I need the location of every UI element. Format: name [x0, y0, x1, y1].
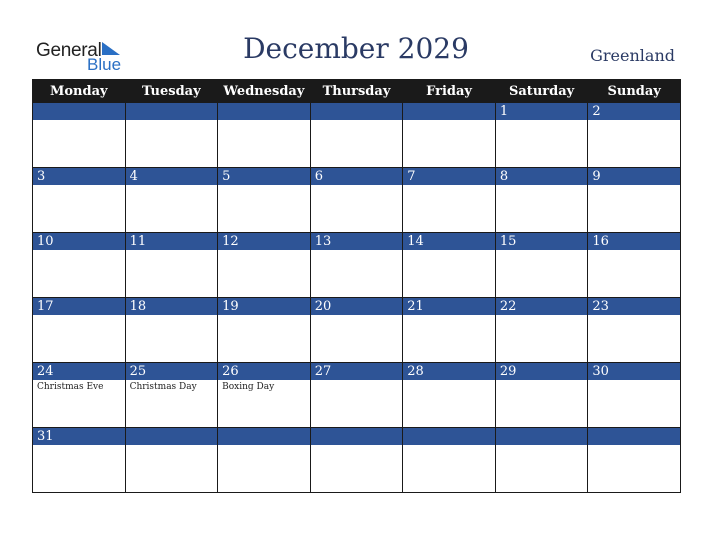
day-number: 20 — [311, 298, 403, 315]
calendar-grid — [32, 79, 681, 493]
day-number: 3 — [33, 168, 125, 185]
day-cell — [310, 233, 403, 298]
day-cell — [403, 233, 496, 298]
day-number: 11 — [126, 233, 218, 250]
day-number: 18 — [126, 298, 218, 315]
day-number: 16 — [588, 233, 680, 250]
day-cell — [495, 233, 588, 298]
day-cell — [33, 363, 126, 428]
empty-day-cell — [310, 428, 403, 493]
day-number: 14 — [403, 233, 495, 250]
day-cell — [403, 298, 496, 363]
day-cell — [310, 168, 403, 233]
week-row — [33, 428, 681, 493]
day-cell — [310, 363, 403, 428]
day-cell — [588, 168, 681, 233]
empty-day-cell — [403, 428, 496, 493]
week-row — [33, 103, 681, 168]
day-bar-empty — [403, 103, 495, 120]
empty-day-cell — [495, 428, 588, 493]
day-cell — [495, 363, 588, 428]
empty-day-cell — [218, 103, 311, 168]
region-label: Greenland — [590, 46, 675, 65]
day-number: 6 — [311, 168, 403, 185]
day-number: 7 — [403, 168, 495, 185]
day-number: 31 — [33, 428, 125, 445]
day-cell — [218, 233, 311, 298]
day-number: 10 — [33, 233, 125, 250]
day-cell — [125, 298, 218, 363]
page-title: December 2029 — [243, 32, 469, 65]
day-cell — [495, 103, 588, 168]
empty-day-cell — [218, 428, 311, 493]
day-cell — [125, 233, 218, 298]
empty-day-cell — [310, 103, 403, 168]
day-cell — [495, 168, 588, 233]
day-cell — [310, 298, 403, 363]
day-number: 15 — [496, 233, 588, 250]
day-number: 28 — [403, 363, 495, 380]
empty-day-cell — [403, 103, 496, 168]
day-number: 23 — [588, 298, 680, 315]
day-number: 19 — [218, 298, 310, 315]
day-cell — [218, 168, 311, 233]
logo-text-general: General — [36, 40, 102, 61]
day-number: 21 — [403, 298, 495, 315]
empty-day-cell — [33, 103, 126, 168]
weekday-header: Tuesday — [125, 80, 218, 103]
holiday-label: Boxing Day — [222, 382, 275, 392]
day-number: 5 — [218, 168, 310, 185]
empty-day-cell — [125, 428, 218, 493]
weekday-header: Saturday — [495, 80, 588, 103]
day-cell — [588, 363, 681, 428]
weekday-header: Friday — [403, 80, 496, 103]
day-bar-empty — [218, 103, 310, 120]
day-number: 9 — [588, 168, 680, 185]
week-row — [33, 233, 681, 298]
day-cell — [218, 363, 311, 428]
day-cell — [403, 168, 496, 233]
day-bar-empty — [403, 428, 495, 445]
empty-day-cell — [125, 103, 218, 168]
weekday-header: Sunday — [588, 80, 681, 103]
week-row — [33, 363, 681, 428]
day-number: 29 — [496, 363, 588, 380]
day-number: 2 — [588, 103, 680, 120]
day-number: 8 — [496, 168, 588, 185]
day-number: 17 — [33, 298, 125, 315]
day-bar-empty — [126, 103, 218, 120]
day-number: 27 — [311, 363, 403, 380]
day-cell — [125, 168, 218, 233]
day-cell — [403, 363, 496, 428]
day-number: 4 — [126, 168, 218, 185]
holiday-label: Christmas Day — [129, 382, 197, 392]
week-row — [33, 168, 681, 233]
weekday-header-row — [33, 80, 681, 103]
day-cell — [588, 103, 681, 168]
day-cell — [125, 363, 218, 428]
day-cell — [218, 298, 311, 363]
day-number: 13 — [311, 233, 403, 250]
day-cell — [33, 428, 126, 493]
day-cell — [33, 168, 126, 233]
week-row — [33, 298, 681, 363]
day-number: 1 — [496, 103, 588, 120]
day-bar-empty — [218, 428, 310, 445]
weekday-header: Thursday — [310, 80, 403, 103]
day-bar-empty — [588, 428, 680, 445]
day-bar-empty — [33, 103, 125, 120]
day-number: 12 — [218, 233, 310, 250]
weekday-header: Monday — [33, 80, 126, 103]
day-cell — [33, 233, 126, 298]
day-bar-empty — [126, 428, 218, 445]
holiday-label: Christmas Eve — [37, 382, 104, 392]
logo-text-blue: Blue — [87, 55, 122, 74]
day-number: 25 — [126, 363, 218, 380]
day-bar-empty — [311, 103, 403, 120]
day-cell — [588, 233, 681, 298]
empty-day-cell — [588, 428, 681, 493]
day-cell — [33, 298, 126, 363]
day-number: 30 — [588, 363, 680, 380]
day-bar-empty — [496, 428, 588, 445]
day-cell — [588, 298, 681, 363]
day-bar-empty — [311, 428, 403, 445]
day-number: 24 — [33, 363, 125, 380]
weekday-header: Wednesday — [218, 80, 311, 103]
day-cell — [495, 298, 588, 363]
day-number: 22 — [496, 298, 588, 315]
day-number: 26 — [218, 363, 310, 380]
